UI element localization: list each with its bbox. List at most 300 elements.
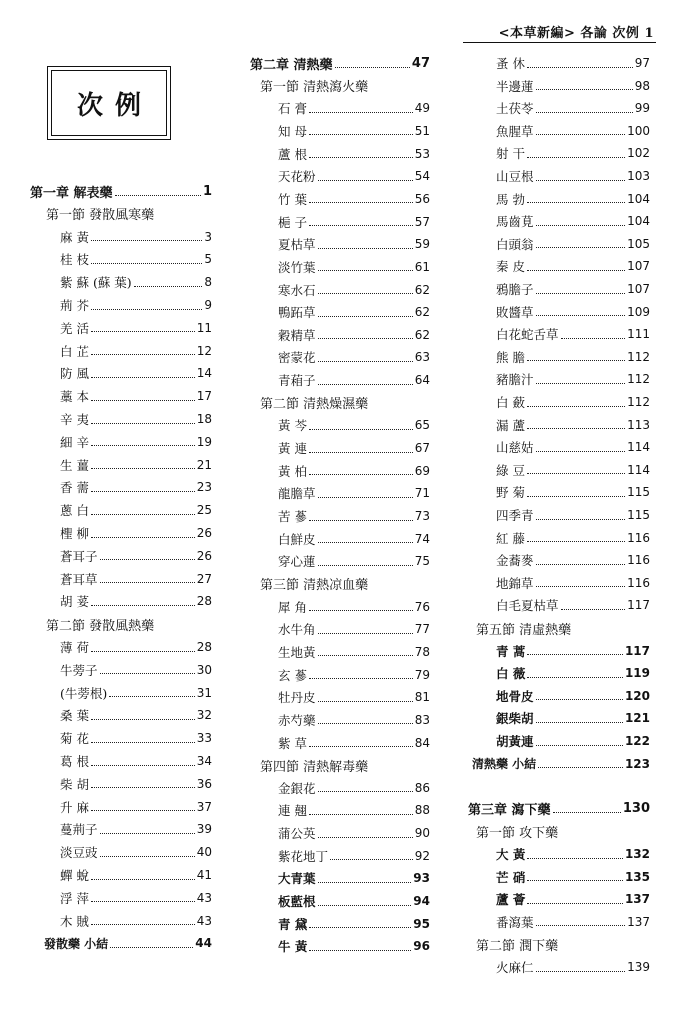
entry-label: 第二節 潤下藥 xyxy=(476,938,559,954)
entry-label: 荊 芥 xyxy=(60,298,89,313)
page-number: 41 xyxy=(196,868,212,882)
leader-dots xyxy=(536,89,633,90)
toc-entry xyxy=(60,227,212,247)
entry-label: 青葙子 xyxy=(278,373,316,389)
leader-dots xyxy=(318,497,413,498)
toc-entry xyxy=(278,98,430,118)
entry-label: 竹 葉 xyxy=(278,191,307,207)
entry-label: 石 膏 xyxy=(278,101,307,117)
leader-dots xyxy=(318,655,413,656)
entry-label: 淡竹葉 xyxy=(278,259,316,275)
page-number: 120 xyxy=(624,688,650,703)
page-number: 53 xyxy=(414,146,430,161)
page-number: 28 xyxy=(196,594,212,609)
leader-dots xyxy=(110,947,193,948)
toc-entry xyxy=(496,663,650,683)
page-number: 43 xyxy=(196,890,212,905)
leader-dots xyxy=(309,157,413,158)
page-number: 37 xyxy=(196,799,212,814)
entry-label: 地骨皮 xyxy=(496,688,534,704)
entry-label: 麻 黃 xyxy=(60,229,89,245)
leader-dots xyxy=(91,263,202,264)
leader-dots xyxy=(536,519,626,520)
toc-entry xyxy=(278,461,430,481)
toc-entry xyxy=(60,500,212,520)
entry-label: 犀 角 xyxy=(278,599,307,615)
toc-entry xyxy=(496,53,650,73)
leader-dots xyxy=(134,286,203,287)
toc-entry xyxy=(278,800,430,820)
page-number: 81 xyxy=(414,690,430,705)
entry-label: 穿心蓮 xyxy=(278,554,316,570)
entry-label: 半邊蓮 xyxy=(496,78,534,94)
toc-entry xyxy=(278,144,430,164)
toc-entry xyxy=(60,705,212,725)
entry-label: 敗醬草 xyxy=(496,304,534,320)
leader-dots xyxy=(91,537,195,538)
toc-entry xyxy=(60,911,212,931)
entry-label: 白 蘞 xyxy=(496,395,525,410)
entry-label: 薄 荷 xyxy=(60,640,89,655)
entry-label: 水牛角 xyxy=(278,622,316,638)
toc-entry xyxy=(278,778,430,798)
leader-dots xyxy=(536,699,623,700)
toc-entry xyxy=(60,523,212,543)
page-number: 25 xyxy=(196,503,212,518)
entry-label: 番瀉葉 xyxy=(496,914,534,930)
leader-dots xyxy=(318,905,412,906)
page-number: 92 xyxy=(414,848,430,863)
page-number: 49 xyxy=(414,101,430,116)
page-number: 63 xyxy=(414,350,430,365)
toc-entry xyxy=(60,295,212,315)
toc-entry xyxy=(60,637,212,657)
leader-dots xyxy=(318,701,413,702)
entry-label: 夏枯草 xyxy=(278,237,316,253)
page-number: 9 xyxy=(204,298,212,312)
leader-dots xyxy=(309,474,413,475)
leader-dots xyxy=(318,633,413,634)
toc-entry xyxy=(60,432,212,452)
entry-label: 魚腥草 xyxy=(496,123,534,139)
leader-dots xyxy=(309,746,413,747)
entry-label: 第四節 清熱解毒藥 xyxy=(260,759,369,775)
page-number: 8 xyxy=(204,275,212,290)
toc-entry xyxy=(496,550,650,570)
page-number: 137 xyxy=(627,914,650,929)
page-number: 100 xyxy=(627,123,650,138)
entry-label: 淡豆豉 xyxy=(60,845,98,861)
toc-entry xyxy=(278,302,430,322)
entry-label: 金蕎麥 xyxy=(496,553,534,569)
page-number: 132 xyxy=(624,847,650,861)
toc-entry xyxy=(60,272,212,292)
entry-label: 地錦草 xyxy=(496,575,534,591)
toc-section xyxy=(260,393,430,413)
leader-dots xyxy=(536,586,626,587)
toc-entry xyxy=(278,529,430,549)
entry-label: 第二節 發散風熱藥 xyxy=(46,618,155,634)
leader-dots xyxy=(335,67,410,68)
leader-dots xyxy=(309,610,413,611)
leader-dots xyxy=(527,270,625,271)
page-number: 94 xyxy=(413,894,430,909)
page-number: 75 xyxy=(414,554,430,569)
page-number: 27 xyxy=(196,571,212,586)
entry-label: 胡黃連 xyxy=(496,734,534,749)
toc-entry xyxy=(60,842,212,862)
entry-label: 豬膽汁 xyxy=(496,372,534,388)
page-number: 21 xyxy=(196,457,212,472)
leader-dots xyxy=(318,723,413,724)
page-number: 62 xyxy=(414,305,430,320)
entry-label: 蒼耳草 xyxy=(60,571,98,587)
toc-entry xyxy=(278,619,430,639)
toc-entry xyxy=(60,477,212,497)
toc-entry xyxy=(496,415,650,435)
toc-entry xyxy=(60,546,212,566)
toc-entry xyxy=(496,505,650,525)
page-number: 107 xyxy=(627,282,650,296)
entry-label: 清熱藥 小結 xyxy=(472,757,537,772)
page-number: 119 xyxy=(624,666,650,681)
entry-label: 第二章 清熱藥 xyxy=(250,57,333,73)
entry-label: 密蒙花 xyxy=(278,350,316,366)
entry-label: 生 薑 xyxy=(60,457,89,473)
toc-summary xyxy=(44,933,212,953)
entry-label: 第五節 清虛熱藥 xyxy=(476,622,572,638)
toc-entry xyxy=(278,665,430,685)
leader-dots xyxy=(309,814,413,815)
leader-dots xyxy=(527,67,633,68)
leader-dots xyxy=(318,293,413,294)
page-number: 1 xyxy=(202,183,212,199)
entry-label: 木 賊 xyxy=(60,913,89,929)
entry-label: 知 母 xyxy=(278,123,307,139)
entry-label: 紅 藤 xyxy=(496,530,525,546)
page-number: 115 xyxy=(627,508,650,522)
leader-dots xyxy=(100,559,195,560)
entry-label: 第二節 清熱燥濕藥 xyxy=(260,397,369,413)
entry-label: 鴨跖草 xyxy=(278,305,316,321)
toc-entry xyxy=(278,212,430,232)
leader-dots xyxy=(561,338,626,339)
page-number: 5 xyxy=(204,252,212,267)
entry-label: 第一章 解表藥 xyxy=(30,185,113,201)
page-number: 121 xyxy=(624,711,650,726)
entry-label: 穀精草 xyxy=(278,327,316,343)
page-number: 39 xyxy=(196,822,212,837)
toc-entry xyxy=(278,733,430,753)
page-number: 123 xyxy=(624,756,650,771)
toc-chapter xyxy=(250,53,430,73)
page-number: 97 xyxy=(634,56,650,70)
page-number: 40 xyxy=(196,845,212,860)
leader-dots xyxy=(527,157,625,158)
toc-entry xyxy=(278,710,430,730)
entry-label: 黃 芩 xyxy=(278,418,307,434)
entry-label: 大青葉 xyxy=(278,871,316,887)
toc-entry xyxy=(60,774,212,794)
leader-dots xyxy=(91,787,195,788)
entry-label: 胡 荽 xyxy=(60,594,89,610)
toc-entry xyxy=(278,189,430,209)
entry-label: 第三節 清熱凉血藥 xyxy=(260,578,369,594)
entry-label: 漏 蘆 xyxy=(496,417,525,433)
entry-label: 紫 蘇 (蘇 葉) xyxy=(60,275,132,291)
toc-entry xyxy=(60,728,212,748)
toc-entry xyxy=(496,460,650,480)
entry-label: 大 黃 xyxy=(496,847,526,862)
page-number: 122 xyxy=(624,734,650,748)
leader-dots xyxy=(91,354,195,355)
leader-dots xyxy=(100,582,195,583)
leader-dots xyxy=(536,247,626,248)
page-number: 14 xyxy=(196,366,212,381)
entry-label: 山豆根 xyxy=(496,169,534,184)
entry-label: 青 黛 xyxy=(278,916,308,932)
toc-entry xyxy=(496,279,650,299)
page-number: 69 xyxy=(414,463,430,478)
toc-entry xyxy=(496,437,650,457)
toc-entry xyxy=(60,797,212,817)
leader-dots xyxy=(536,293,626,294)
entry-label: 細 辛 xyxy=(60,434,89,450)
leader-dots xyxy=(91,377,195,378)
leader-dots xyxy=(536,134,626,135)
leader-dots xyxy=(318,384,413,385)
page-number: 62 xyxy=(414,282,430,297)
page-number: 19 xyxy=(196,434,212,449)
page-number: 104 xyxy=(627,214,650,229)
leader-dots xyxy=(330,859,413,860)
toc-entry xyxy=(278,166,430,186)
page-number: 54 xyxy=(414,169,430,184)
toc-entry xyxy=(278,642,430,662)
leader-dots xyxy=(536,451,626,452)
page-number: 67 xyxy=(414,441,430,456)
entry-label: 發散藥 小結 xyxy=(44,936,109,951)
toc-entry xyxy=(278,280,430,300)
toc-entry xyxy=(496,347,650,367)
page-number: 116 xyxy=(627,553,650,568)
page-number: 30 xyxy=(196,662,212,677)
leader-dots xyxy=(100,833,195,834)
entry-label: 白 薇 xyxy=(496,666,526,682)
entry-label: 紫花地丁 xyxy=(278,848,329,864)
leader-dots xyxy=(115,195,201,196)
entry-label: 蔥 白 xyxy=(60,503,89,519)
leader-dots xyxy=(309,225,413,226)
toc-entry xyxy=(496,641,650,661)
entry-label: 蒲公英 xyxy=(278,826,316,842)
page-number: 79 xyxy=(414,667,430,682)
entry-label: 黃 柏 xyxy=(278,463,307,479)
toc-entry xyxy=(496,324,650,344)
toc-entry xyxy=(496,528,650,548)
leader-dots xyxy=(536,315,626,316)
entry-label: 蘆 薈 xyxy=(496,892,526,908)
leader-dots xyxy=(91,810,195,811)
leader-dots xyxy=(318,270,413,271)
leader-dots xyxy=(527,428,625,429)
entry-label: 白毛夏枯草 xyxy=(496,598,559,614)
page-number: 18 xyxy=(196,412,212,426)
toc-entry xyxy=(60,318,212,338)
entry-label: 防 風 xyxy=(60,366,89,382)
entry-label: 牡丹皮 xyxy=(278,690,316,706)
leader-dots xyxy=(553,812,621,813)
entry-label: 浮 萍 xyxy=(60,890,89,906)
toc-entry xyxy=(278,936,430,956)
leader-dots xyxy=(91,879,195,880)
toc-entry xyxy=(496,482,650,502)
page-number: 103 xyxy=(627,169,650,183)
page-number: 36 xyxy=(196,776,212,791)
page-number: 76 xyxy=(414,599,430,614)
toc-entry xyxy=(278,438,430,458)
page-number: 95 xyxy=(413,916,430,931)
page-number: 77 xyxy=(414,622,430,637)
leader-dots xyxy=(100,673,195,674)
toc-entry xyxy=(496,731,650,751)
page-number: 43 xyxy=(196,913,212,928)
entry-label: 牛 黃 xyxy=(278,939,308,955)
entry-label: 綠 豆 xyxy=(496,462,525,478)
page-number: 116 xyxy=(627,530,650,545)
leader-dots xyxy=(527,541,625,542)
toc-entry xyxy=(496,256,650,276)
entry-label: 羌 活 xyxy=(60,320,89,336)
entry-label: 青 蒿 xyxy=(496,643,526,659)
entry-label: 鴉膽子 xyxy=(496,282,534,297)
entry-label: 射 干 xyxy=(496,146,525,162)
entry-label: 金銀花 xyxy=(278,780,316,796)
leader-dots xyxy=(318,882,412,883)
page-number: 102 xyxy=(627,146,650,161)
leader-dots xyxy=(527,360,625,361)
page-number: 34 xyxy=(196,754,212,768)
leader-dots xyxy=(91,468,195,469)
leader-dots xyxy=(536,564,626,565)
entry-label: (牛蒡根) xyxy=(60,685,108,701)
entry-label: 升 麻 xyxy=(60,799,89,815)
entry-label: 山慈姑 xyxy=(496,440,534,456)
toc-section xyxy=(476,934,650,954)
entry-label: 辛 夷 xyxy=(60,412,89,427)
entry-label: 第一節 清熱瀉火藥 xyxy=(260,80,369,96)
entry-label: 白花蛇舌草 xyxy=(496,327,559,343)
page-number: 139 xyxy=(627,960,650,974)
toc-section xyxy=(46,614,212,634)
leader-dots xyxy=(309,950,411,951)
toc-entry xyxy=(496,595,650,615)
toc-entry xyxy=(60,751,212,771)
page-number: 137 xyxy=(624,892,650,907)
leader-dots xyxy=(309,134,413,135)
leader-dots xyxy=(91,742,195,743)
entry-label: 玄 蔘 xyxy=(278,667,307,683)
page-number: 28 xyxy=(196,640,212,654)
entry-label: 葛 根 xyxy=(60,754,89,769)
page-number: 112 xyxy=(627,372,650,387)
entry-label: 白鮮皮 xyxy=(278,531,316,547)
page-number: 93 xyxy=(413,871,430,886)
page-number: 90 xyxy=(414,826,430,841)
entry-label: 板藍根 xyxy=(278,894,316,910)
toc-entry xyxy=(278,687,430,707)
page-number: 33 xyxy=(196,731,212,746)
toc-entry xyxy=(496,166,650,186)
entry-label: 寒水石 xyxy=(278,282,316,298)
page-number: 104 xyxy=(627,191,650,206)
toc-entry xyxy=(60,591,212,611)
entry-label: 第一節 攻下藥 xyxy=(476,825,559,841)
page-number: 84 xyxy=(414,735,430,750)
leader-dots xyxy=(318,542,413,543)
page-number: 111 xyxy=(627,327,650,342)
page-number: 73 xyxy=(414,509,430,523)
leader-dots xyxy=(527,202,625,203)
entry-label: 桑 葉 xyxy=(60,708,89,724)
leader-dots xyxy=(536,383,626,384)
page-number: 135 xyxy=(624,869,650,884)
leader-dots xyxy=(527,406,625,407)
entry-label: 蘆 根 xyxy=(278,146,307,162)
toc-entry xyxy=(60,888,212,908)
leader-dots xyxy=(109,696,194,697)
page-number: 47 xyxy=(411,55,430,71)
page-number: 23 xyxy=(196,480,212,495)
toc-entry xyxy=(496,302,650,322)
entry-label: 銀柴胡 xyxy=(496,711,534,727)
toc-entry xyxy=(60,249,212,269)
toc-entry xyxy=(278,868,430,888)
leader-dots xyxy=(91,901,195,902)
page-number: 130 xyxy=(622,801,650,817)
page-number: 115 xyxy=(627,485,650,500)
toc-entry xyxy=(60,569,212,589)
leader-dots xyxy=(91,423,195,424)
leader-dots xyxy=(309,520,413,521)
page-number: 64 xyxy=(414,373,430,388)
toc-entry xyxy=(278,415,430,435)
leader-dots xyxy=(527,903,623,904)
leader-dots xyxy=(318,565,413,566)
page-number: 105 xyxy=(627,236,650,251)
page-number: 26 xyxy=(196,526,212,540)
page-number: 114 xyxy=(627,462,650,477)
leader-dots xyxy=(527,654,623,655)
toc-entry xyxy=(496,143,650,163)
page-number: 88 xyxy=(414,803,430,818)
page-number: 96 xyxy=(413,939,430,954)
toc-section xyxy=(260,755,430,775)
leader-dots xyxy=(536,925,626,926)
leader-dots xyxy=(91,491,195,492)
leader-dots xyxy=(318,361,413,362)
entry-label: 香 薷 xyxy=(60,480,89,496)
page-number: 56 xyxy=(414,191,430,206)
leader-dots xyxy=(309,202,413,203)
page-number: 83 xyxy=(414,712,430,727)
toc-entry xyxy=(278,506,430,526)
entry-label: 赤芍藥 xyxy=(278,712,316,728)
toc-entry xyxy=(496,708,650,728)
page-number: 12 xyxy=(196,343,212,358)
page-number: 32 xyxy=(196,708,212,723)
page-number: 86 xyxy=(414,780,430,795)
